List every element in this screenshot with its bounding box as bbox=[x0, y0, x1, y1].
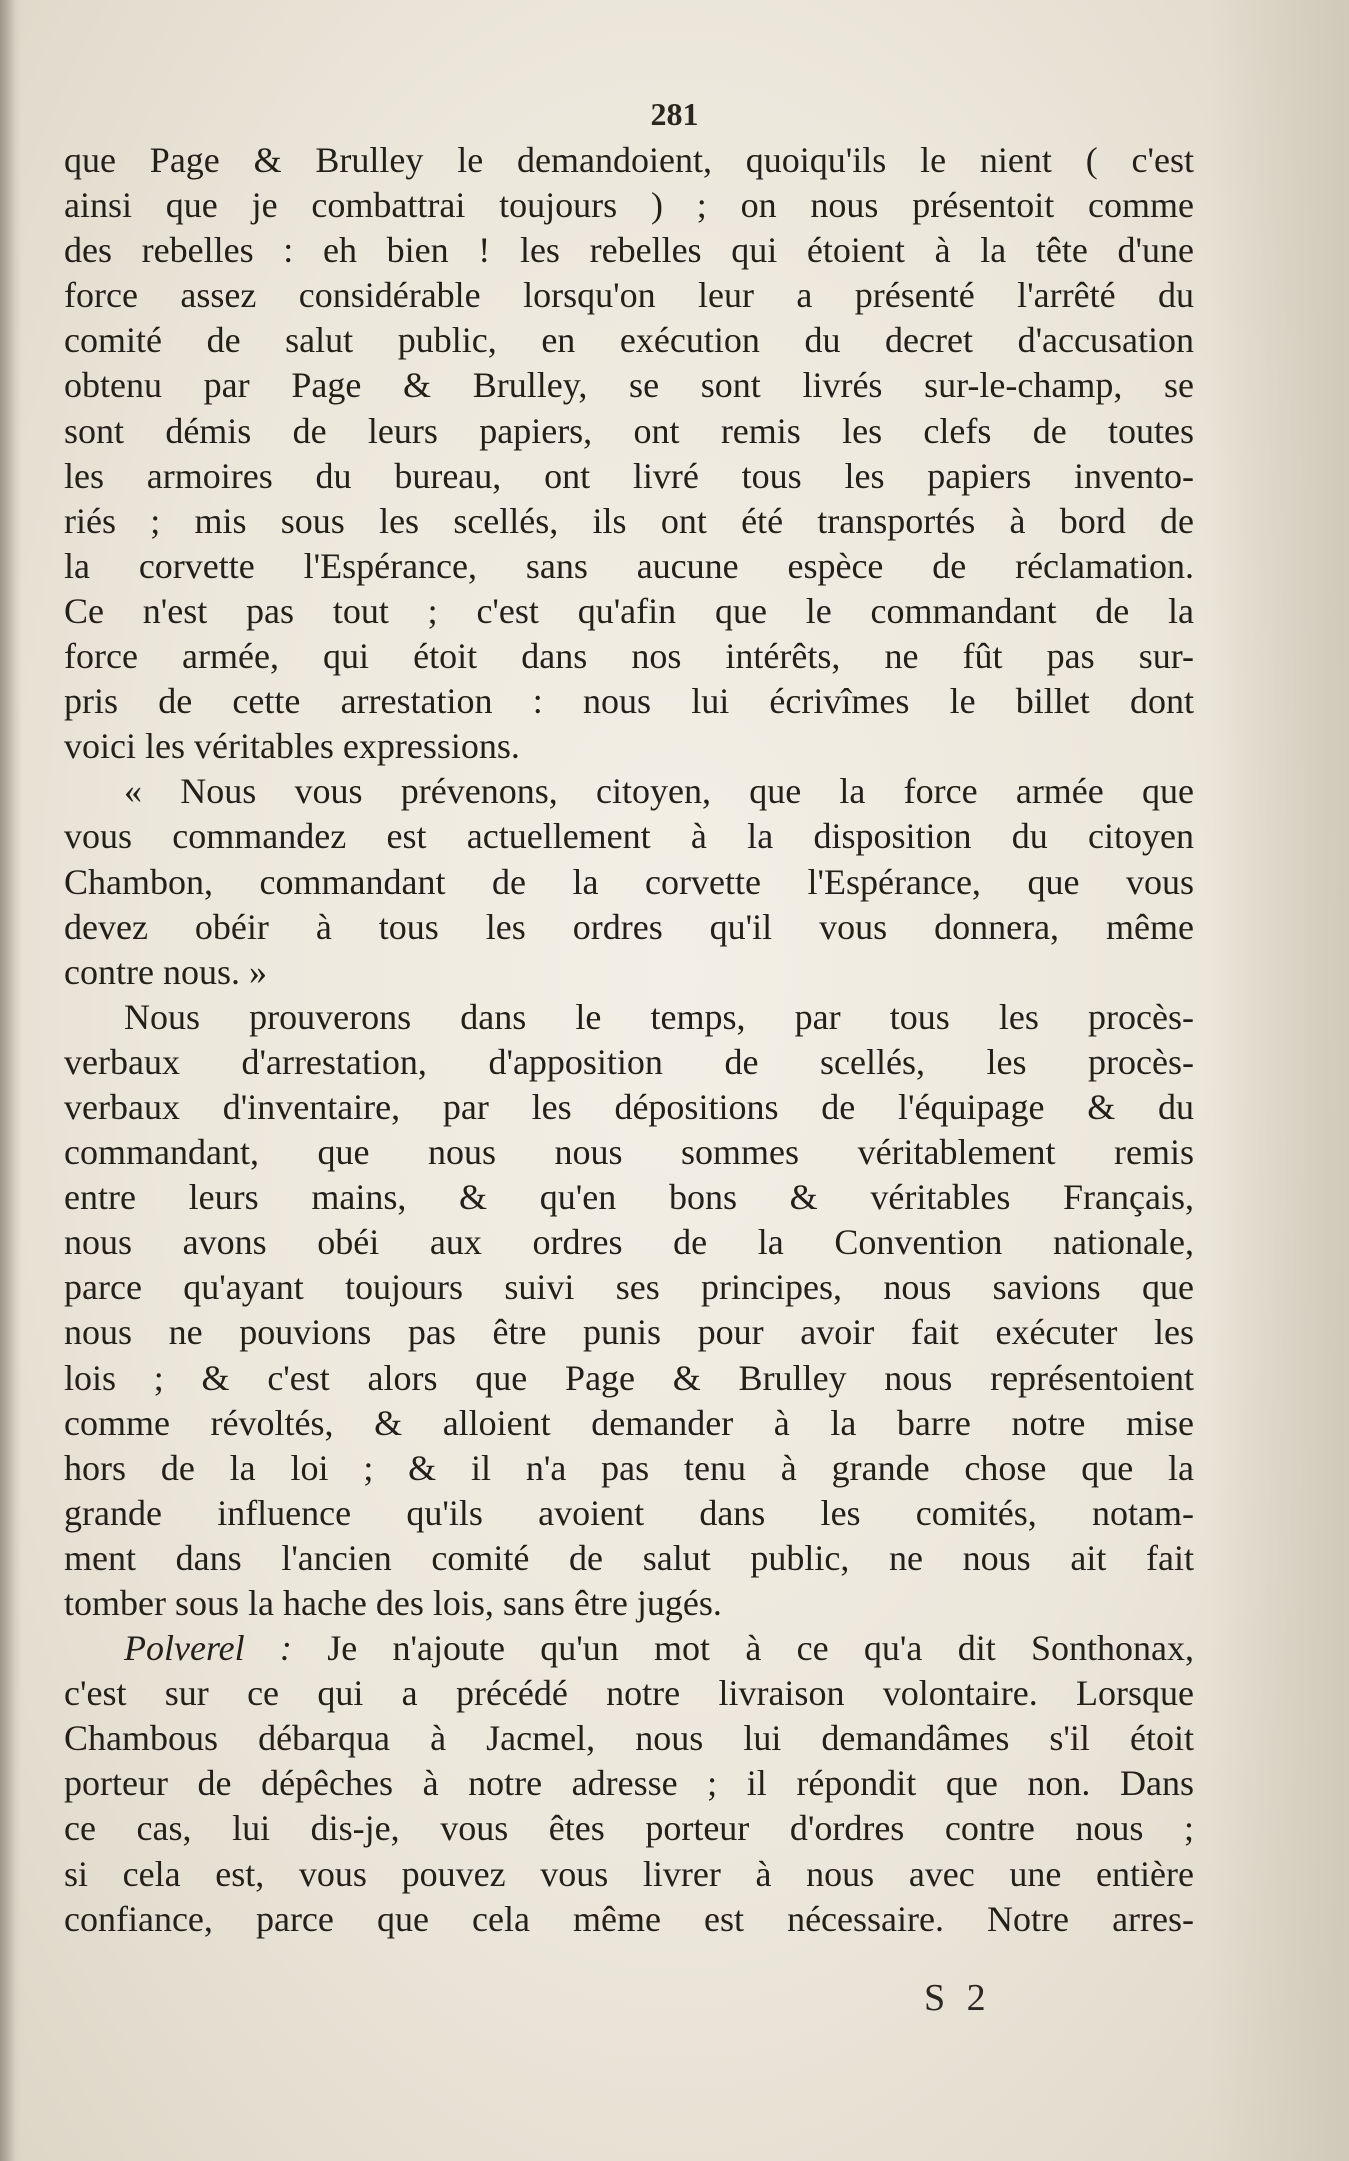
text-line: verbaux d'inventaire, par les dépositions de l'équipage & du bbox=[64, 1086, 1194, 1127]
text-line: Chambon, commandant de la corvette l'Espérance, que vous bbox=[64, 861, 1194, 902]
text-line: si cela est, vous pouvez vous livrer à nous avec une entière bbox=[64, 1853, 1194, 1894]
page-number: 281 bbox=[650, 96, 699, 132]
body-text bbox=[64, 138, 1194, 1942]
text-line: comme révoltés, & alloient demander à la barre notre mise bbox=[64, 1402, 1194, 1443]
text-line: verbaux d'arrestation, d'apposition de scellés, les procès- bbox=[64, 1041, 1194, 1082]
text-line: hors de la loi ; & il n'a pas tenu à grande chose que la bbox=[64, 1447, 1194, 1488]
text-line: riés ; mis sous les scellés, ils ont été transportés à bord de bbox=[64, 500, 1194, 541]
text-line: devez obéir à tous les ordres qu'il vous donnera, même bbox=[64, 906, 1194, 947]
speaker-line bbox=[64, 1626, 1194, 1671]
speaker-text: Je n'ajoute qu'un mot à ce qu'a dit Sonthonax, bbox=[327, 1628, 1194, 1669]
text-line: ainsi que je combattrai toujours ) ; on nous présentoit comme bbox=[64, 185, 1194, 226]
text-line: sont démis de leurs papiers, ont remis les clefs de toutes bbox=[64, 410, 1194, 451]
text-line: parce qu'ayant toujours suivi ses principes, nous savions que bbox=[64, 1267, 1194, 1308]
text-line: nous ne pouvions pas être punis pour avoir fait exécuter les bbox=[64, 1312, 1194, 1353]
page-edge-shadow bbox=[1209, 0, 1349, 2161]
text-line: vous commandez est actuellement à la disposition du citoyen bbox=[64, 816, 1194, 857]
text-line: voici les véritables expressions. bbox=[64, 726, 520, 767]
text-line: lois ; & c'est alors que Page & Brulley nous représentoient bbox=[64, 1357, 1194, 1398]
text-line: confiance, parce que cela même est nécessaire. Notre arres- bbox=[64, 1898, 1194, 1939]
text-line: Nous prouverons dans le temps, par tous les procès- bbox=[124, 996, 1194, 1037]
page-binding-shadow bbox=[0, 0, 22, 2161]
text-line: obtenu par Page & Brulley, se sont livrés sur-le-champ, se bbox=[64, 365, 1194, 406]
text-line: ment dans l'ancien comité de salut public, ne nous ait fait bbox=[64, 1537, 1194, 1578]
text-line: porteur de dépêches à notre adresse ; il répondit que non. Dans bbox=[64, 1763, 1194, 1804]
signature-mark: S 2 bbox=[924, 1977, 992, 2019]
text-line: Ce n'est pas tout ; c'est qu'afin que le commandant de la bbox=[64, 590, 1194, 631]
text-line: force armée, qui étoit dans nos intérêts, ne fût pas sur- bbox=[64, 636, 1194, 677]
text-line: que Page & Brulley le demandoient, quoiqu'ils le nient ( c'est bbox=[64, 140, 1194, 180]
text-line: contre nous. » bbox=[64, 951, 267, 992]
text-line: tomber sous la hache des lois, sans être jugés. bbox=[64, 1583, 722, 1623]
text-line: force assez considérable lorsqu'on leur a présenté l'arrêté du bbox=[64, 275, 1194, 316]
speaker-name: Polverel : bbox=[124, 1628, 292, 1669]
text-line: c'est sur ce qui a précédé notre livraison volontaire. Lorsque bbox=[64, 1673, 1194, 1714]
text-line: grande influence qu'ils avoient dans les comités, notam- bbox=[64, 1492, 1194, 1533]
text-line: « Nous vous prévenons, citoyen, que la force armée que bbox=[124, 771, 1194, 812]
text-line: Chambous débarqua à Jacmel, nous lui demandâmes s'il étoit bbox=[64, 1718, 1194, 1759]
text-line: comité de salut public, en exécution du decret d'accusation bbox=[64, 320, 1194, 361]
text-line: pris de cette arrestation : nous lui écrivîmes le billet dont bbox=[64, 681, 1194, 722]
text-line: ce cas, lui dis-je, vous êtes porteur d'ordres contre nous ; bbox=[64, 1808, 1194, 1849]
text-line: commandant, que nous nous sommes véritablement remis bbox=[64, 1132, 1194, 1173]
text-line: nous avons obéi aux ordres de la Convention nationale, bbox=[64, 1222, 1194, 1263]
text-line: des rebelles : eh bien ! les rebelles qui étoient à la tête d'une bbox=[64, 230, 1194, 271]
text-line: la corvette l'Espérance, sans aucune espèce de réclamation. bbox=[64, 545, 1194, 586]
text-line: entre leurs mains, & qu'en bons & véritables Français, bbox=[64, 1177, 1194, 1218]
text-line: les armoires du bureau, ont livré tous les papiers invento- bbox=[64, 455, 1194, 496]
